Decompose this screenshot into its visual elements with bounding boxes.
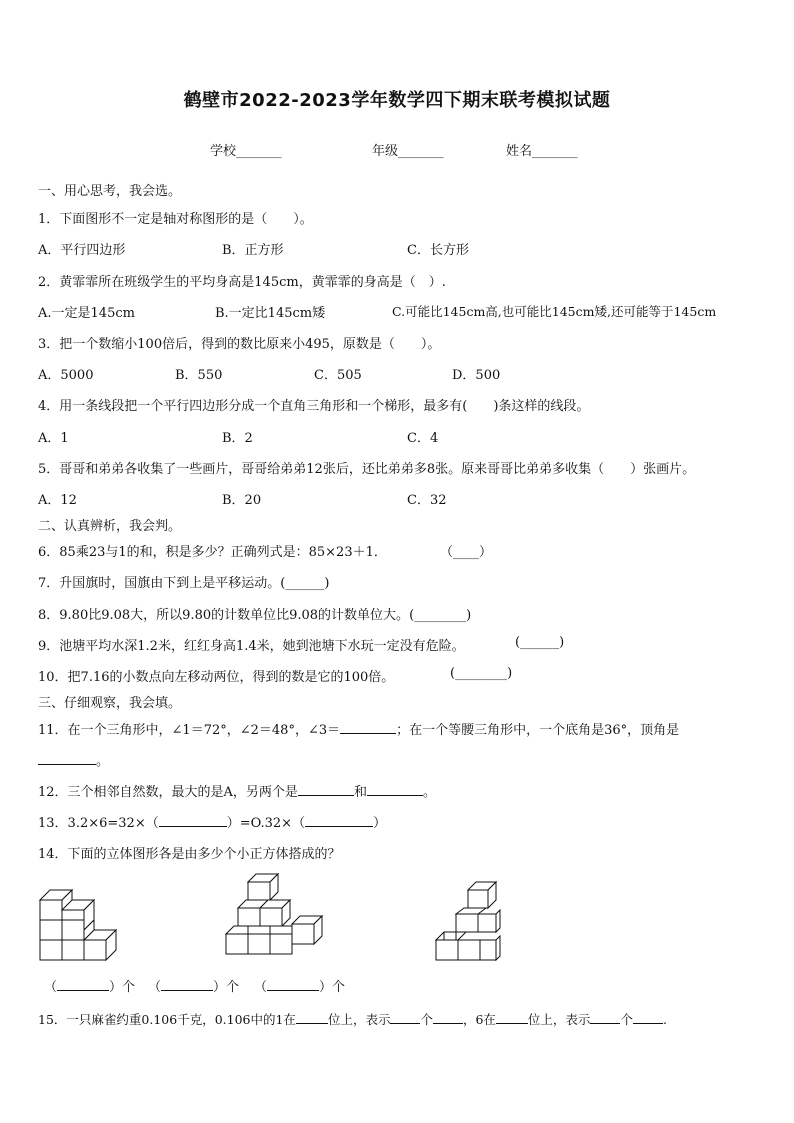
q13-end: ）	[373, 816, 387, 831]
q8-answer-blank[interactable]: (________)	[409, 608, 472, 623]
q15-p3: 个	[420, 1012, 433, 1027]
q15-p5: 位上，表示	[527, 1012, 591, 1027]
school-field	[210, 140, 282, 159]
school-blank: _______	[236, 144, 282, 159]
q14-blank-3[interactable]	[267, 978, 319, 991]
q11-text-part2: ；在一个等腰三角形中，一个底角是36°，顶角是	[396, 723, 680, 738]
q3-option-b: B．550	[175, 368, 223, 383]
q14-answer-3: （ ）个	[254, 980, 346, 995]
q12-line	[38, 781, 436, 800]
q13-text-part2: ）=O.32×（	[226, 816, 306, 831]
section1-heading: 一、用心思考，我会选。	[38, 184, 182, 199]
q1-text: 1．下面图形不一定是轴对称图形的是（ ）。	[38, 212, 313, 227]
q15-blank-2[interactable]	[390, 1011, 420, 1024]
q1-option-a: A．平行四边形	[38, 243, 126, 258]
q13-text-part1: 13．3.2×6=32×（	[38, 816, 159, 831]
name-field	[506, 140, 578, 159]
q4-text: 4．用一条线段把一个平行四边形分成一个直角三角形和一个梯形，最多有( )条这样的线段。	[38, 399, 590, 414]
q13-blank-2[interactable]	[305, 814, 373, 827]
section2-heading: 二、认真辨析，我会判。	[38, 519, 182, 534]
cube-figure-2	[224, 872, 328, 962]
q2-option-c: C.可能比145cm高,也可能比145cm矮,还可能等于145cm	[392, 304, 717, 319]
q2-text: 2．黄霏霏所在班级学生的平均身高是145cm，黄霏霏的身高是（ ）.	[38, 275, 446, 290]
cube-figure-3	[434, 880, 502, 962]
q14-answer-1: （ ）个	[44, 980, 136, 995]
q15-blank-1[interactable]	[296, 1011, 328, 1024]
q13-blank-1[interactable]	[159, 814, 227, 827]
q15-blank-5[interactable]	[590, 1011, 620, 1024]
q3-option-c: C．505	[314, 368, 362, 383]
q15-blank-4[interactable]	[496, 1011, 528, 1024]
q5-option-a: A．12	[38, 493, 77, 508]
q14-blank-2[interactable]	[161, 978, 213, 991]
q4-option-c: C．4	[407, 431, 439, 446]
q10-answer-blank[interactable]: (________)	[450, 666, 513, 681]
q15-line	[38, 1010, 667, 1028]
q12-blank-1[interactable]	[298, 783, 354, 796]
q4-option-a: A．1	[38, 431, 69, 446]
q11-end: 。	[96, 754, 110, 769]
q2-option-b: B.一定比145cm矮	[215, 306, 326, 321]
q11-angle3-blank[interactable]	[340, 721, 396, 734]
q14-unit-3: 个	[332, 980, 346, 995]
section3-heading: 三、仔细观察，我会填。	[38, 696, 182, 711]
q2-option-a: A.一定是145cm	[38, 306, 135, 321]
q15-blank-6[interactable]	[633, 1011, 663, 1024]
q12-text-part1: 12．三个相邻自然数，最大的是A，另两个是	[38, 785, 298, 800]
q11-vertex-angle-blank[interactable]	[38, 752, 96, 765]
q13-line	[38, 812, 386, 831]
q7-line	[38, 572, 329, 591]
q14-answer-2: （ ）个	[148, 980, 240, 995]
q14-blank-1[interactable]	[57, 978, 109, 991]
q15-end: .	[662, 1012, 667, 1027]
q6-answer-blank[interactable]: （____）	[440, 545, 493, 560]
q14-text: 14．下面的立体图形各是由多少个小正方体搭成的？	[38, 847, 341, 862]
q12-blank-2[interactable]	[367, 783, 423, 796]
grade-label: 年级	[372, 144, 399, 159]
q14-unit-1: 个	[122, 980, 136, 995]
q3-option-a: A．5000	[38, 368, 94, 383]
q5-option-b: B．20	[222, 493, 262, 508]
q11-text-part1: 11．在一个三角形中，∠1＝72°，∠2＝48°，∠3＝	[38, 723, 341, 738]
q5-text: 5．哥哥和弟弟各收集了一些画片，哥哥给弟弟12张后，还比弟弟多8张。原来哥哥比弟弟多收集（ ）张画片。	[38, 462, 696, 477]
q3-option-d: D．500	[452, 368, 501, 383]
name-blank: _______	[532, 144, 578, 159]
q3-text: 3．把一个数缩小100倍后，得到的数比原来小495，原数是（ ）。	[38, 337, 441, 352]
q15-p1: 15．一只麻雀约重0.106千克，0.106中的1在	[38, 1012, 296, 1027]
q9-text: 9．池塘平均水深1.2米，红红身高1.4米，她到池塘下水玩一定没有危险。	[38, 639, 465, 654]
q7-answer-blank[interactable]: (______)	[280, 576, 330, 591]
q15-p2: 位上，表示	[327, 1012, 391, 1027]
q12-end: 。	[422, 785, 436, 800]
q15-p6: 个	[620, 1012, 633, 1027]
q15-blank-3[interactable]	[433, 1011, 463, 1024]
q6-text: 6．85乘23与1的和，积是多少？正确列式是：85×23＋1．	[38, 545, 387, 560]
q11-line2	[38, 750, 109, 769]
q1-option-b: B．正方形	[222, 243, 284, 258]
q9-answer-blank[interactable]: (______)	[515, 635, 565, 650]
grade-field	[372, 140, 444, 159]
q11-line	[38, 719, 679, 738]
q1-option-c: C．长方形	[407, 243, 469, 258]
school-label: 学校	[210, 144, 237, 159]
q8-text: 8．9.80比9.08大，所以9.80的计数单位比9.08的计数单位大。	[38, 608, 410, 623]
q15-p4: ，6在	[462, 1012, 496, 1027]
q14-unit-2: 个	[226, 980, 240, 995]
cube-figure-1	[38, 878, 130, 962]
q7-text: 7．升国旗时，国旗由下到上是平移运动。	[38, 576, 281, 591]
name-label: 姓名	[506, 144, 533, 159]
q5-option-c: C．32	[407, 493, 447, 508]
q4-option-b: B．2	[222, 431, 253, 446]
grade-blank: _______	[398, 144, 444, 159]
q10-text: 10．把7.16的小数点向左移动两位，得到的数是它的100倍。	[38, 670, 395, 685]
q12-text-part2: 和	[353, 785, 367, 800]
q8-line	[38, 604, 471, 623]
page-title: 鹤壁市2022-2023学年数学四下期末联考模拟试题	[183, 90, 611, 111]
